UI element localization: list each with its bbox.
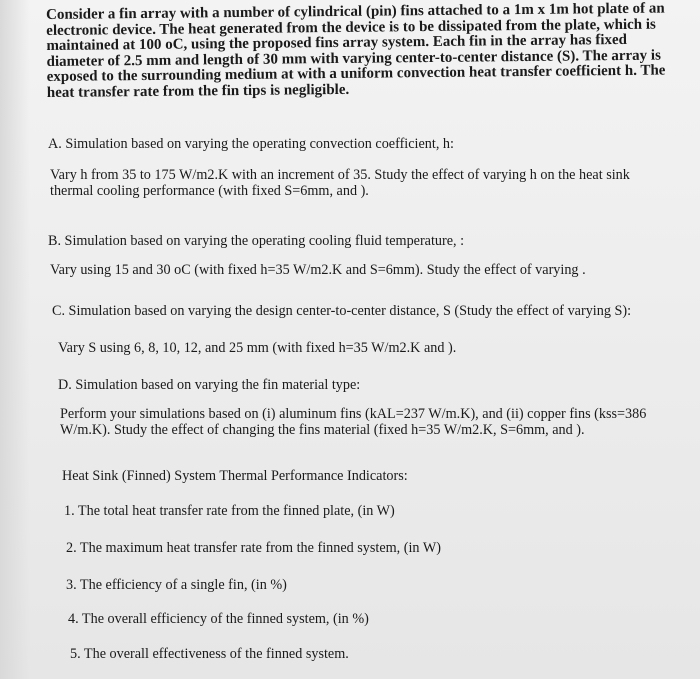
- section-c-body: Vary S using 6, 8, 10, 12, and 25 mm (with fixed h=35 W/m2.K and ).: [58, 340, 457, 356]
- indicator-item: 4. The overall efficiency of the finned system, (in %): [68, 611, 369, 627]
- section-a-heading: A. Simulation based on varying the operating convection coefficient, h:: [48, 136, 454, 152]
- page-shadow: [0, 0, 30, 679]
- indicators-heading: Heat Sink (Finned) System Thermal Performance Indicators:: [62, 468, 408, 484]
- section-b-heading: B. Simulation based on varying the operating cooling fluid temperature, :: [48, 233, 465, 249]
- problem-statement: Consider a fin array with a number of cylindrical (pin) fins attached to a 1m x 1m hot plate of an electronic device. The heat generated from the device is to be dissipated from the plate, which is maintained at 100 oC, using the proposed fins array system. Each fin in the array has fixed diameter of 2.5 mm and length of 30 mm with varying center-to-center distance (S). The array is exposed to the surrounding medium at with a uniform convection heat transfer coefficient h. The heat transfer rate from the fin tips is negligible.: [45, 0, 666, 101]
- section-c-heading: C. Simulation based on varying the design center-to-center distance, S (Study the effect of varying S):: [52, 303, 632, 319]
- section-a-body: Vary h from 35 to 175 W/m2.K with an increment of 35. Study the effect of varying h on the heat sink thermal cooling performance (with fixed S=6mm, and ).: [50, 167, 630, 199]
- section-d-heading: D. Simulation based on varying the fin material type:: [58, 377, 361, 393]
- indicator-item: 2. The maximum heat transfer rate from the finned system, (in W): [66, 540, 441, 556]
- section-d-body: Perform your simulations based on (i) aluminum fins (kAL=237 W/m.K), and (ii) copper fins (kss=386 W/m.K). Study the effect of changing the fins material (fixed h=35 W/m2.K, S=6mm, and ).: [60, 406, 647, 438]
- indicator-item: 1. The total heat transfer rate from the finned plate, (in W): [64, 503, 395, 519]
- indicator-item: 5. The overall effectiveness of the finned system.: [70, 646, 349, 662]
- section-b-body: Vary using 15 and 30 oC (with fixed h=35 W/m2.K and S=6mm). Study the effect of varying .: [50, 262, 586, 278]
- indicator-item: 3. The efficiency of a single fin, (in %): [66, 577, 287, 593]
